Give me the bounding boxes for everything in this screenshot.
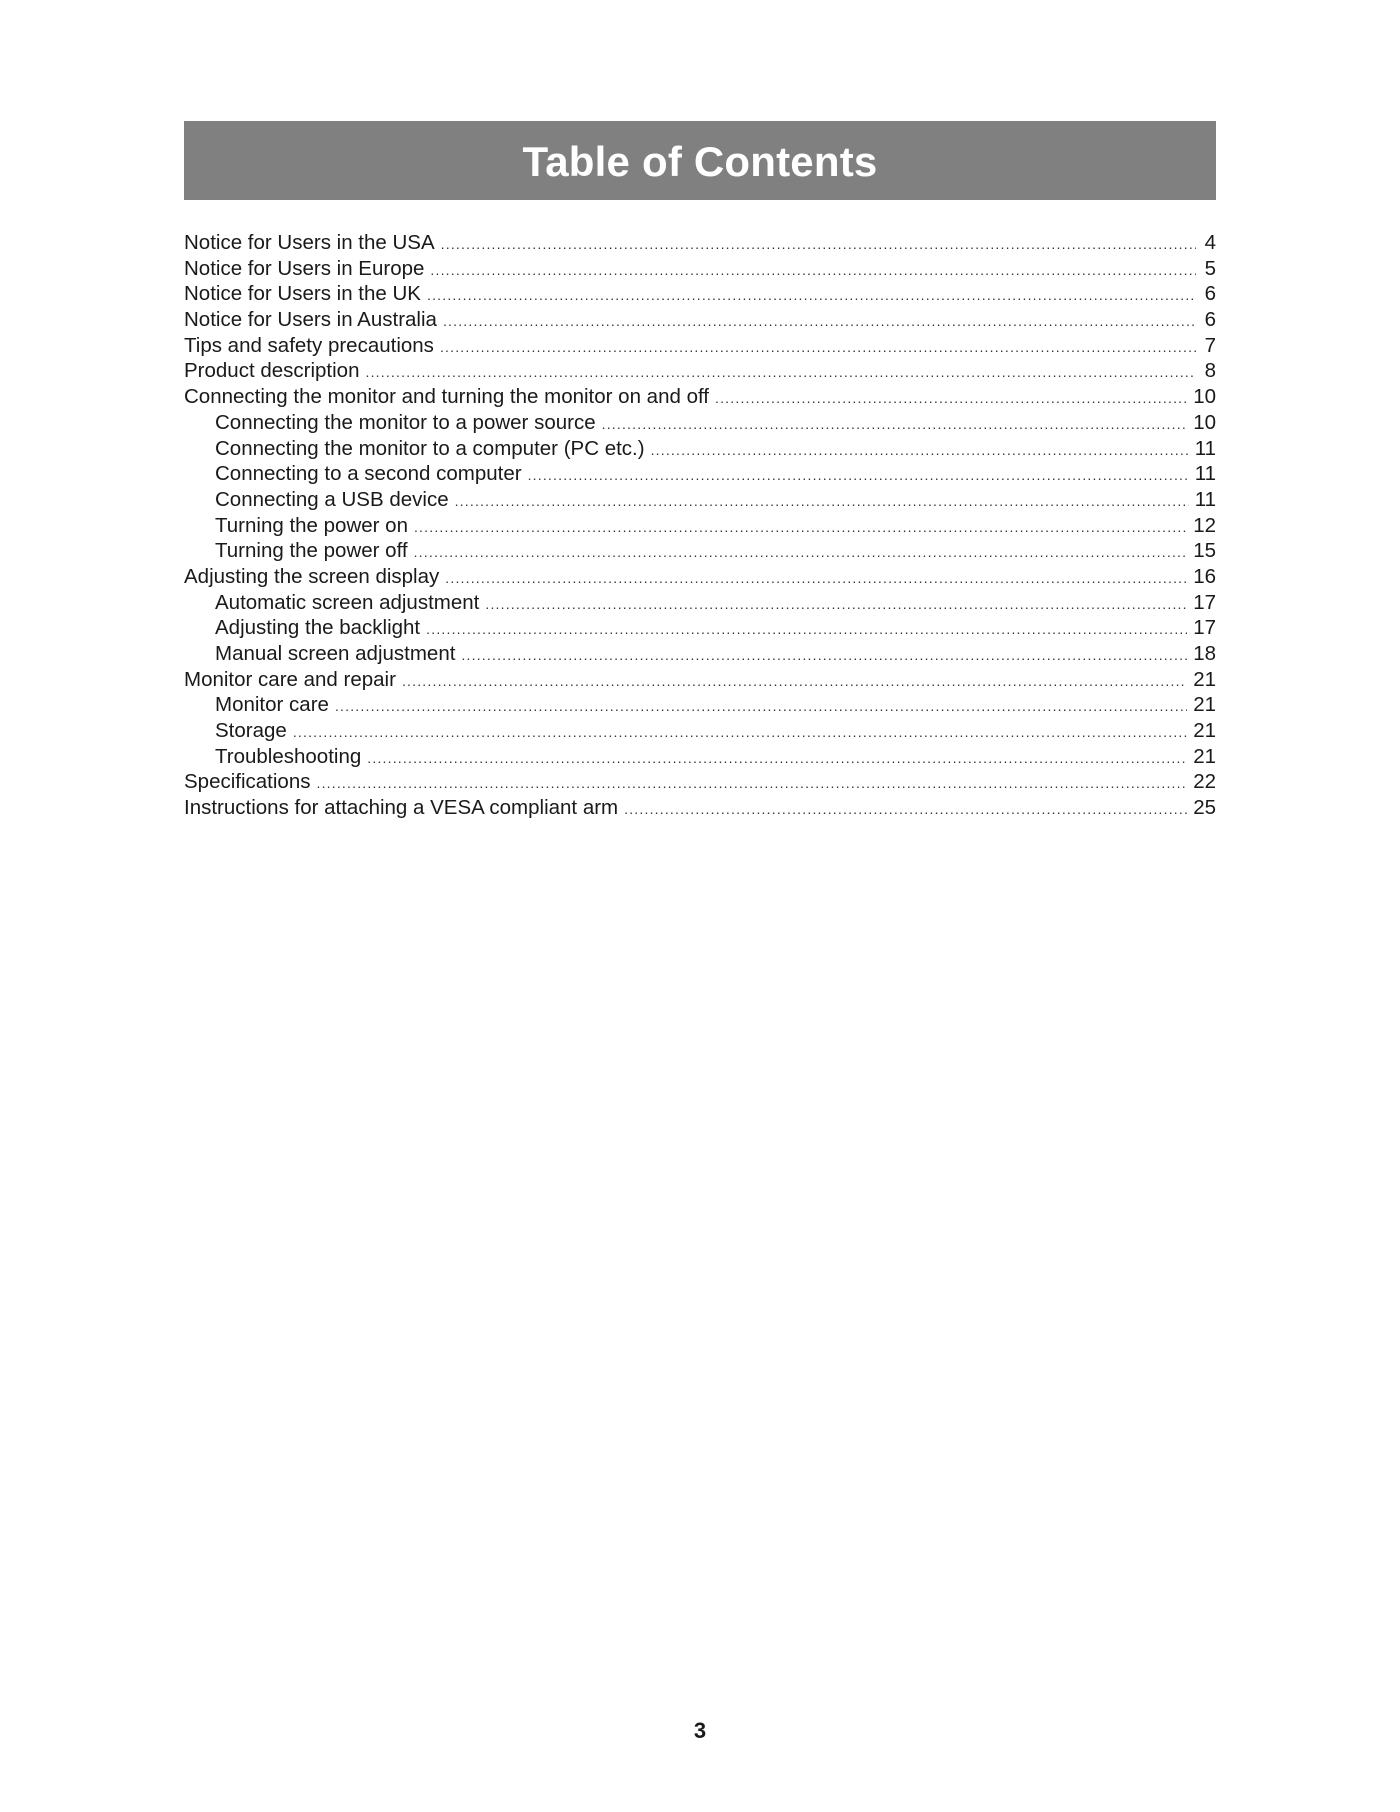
toc-entry[interactable] xyxy=(184,667,1216,693)
title-banner xyxy=(184,121,1216,200)
toc-entry-page: 22 xyxy=(1193,770,1216,794)
toc-dot-leader xyxy=(335,694,1187,718)
toc-entry-label: Notice for Users in the USA xyxy=(184,231,435,254)
toc-entry-label: Troubleshooting xyxy=(215,744,362,768)
toc-dot-leader xyxy=(455,489,1189,513)
toc-dot-leader xyxy=(443,309,1196,333)
toc-entry-label: Connecting the monitor to a computer (PC etc.) xyxy=(215,436,645,460)
toc-entry-page: 21 xyxy=(1193,693,1216,717)
toc-entry-page: 21 xyxy=(1193,744,1216,768)
toc-entry-page: 6 xyxy=(1204,282,1216,306)
toc-dot-leader xyxy=(293,720,1187,744)
toc-entry-page: 12 xyxy=(1193,513,1216,537)
toc-entry-label: Notice for Users in Australia xyxy=(184,308,437,332)
toc-entry[interactable] xyxy=(184,333,1216,359)
toc-dot-leader xyxy=(624,797,1187,821)
toc-entry[interactable] xyxy=(184,641,1216,667)
toc-entry-label: Notice for Users in the UK xyxy=(184,282,421,306)
toc-entry-page: 7 xyxy=(1204,333,1216,357)
toc-entry-label: Connecting the monitor and turning the monitor on and off xyxy=(184,385,709,409)
toc-dot-leader xyxy=(461,643,1187,667)
toc-entry-label: Manual screen adjustment xyxy=(215,642,456,665)
toc-entry-label: Monitor care and repair xyxy=(184,667,396,691)
toc-entry-page: 15 xyxy=(1193,539,1216,563)
toc-entry-label: Adjusting the backlight xyxy=(215,616,421,640)
toc-entry-label: Tips and safety precautions xyxy=(184,333,434,357)
toc-entry[interactable] xyxy=(184,744,1216,770)
toc-dot-leader xyxy=(441,232,1196,256)
toc-entry[interactable] xyxy=(184,590,1216,616)
toc-entry[interactable] xyxy=(184,461,1216,487)
toc-entry-label: Connecting the monitor to a power source xyxy=(215,410,596,434)
toc-dot-leader xyxy=(430,258,1196,282)
toc-entry-page: 16 xyxy=(1193,564,1216,588)
toc-entry-page: 18 xyxy=(1193,642,1216,665)
table-of-contents xyxy=(184,230,1216,821)
toc-entry-page: 5 xyxy=(1204,256,1216,280)
toc-entry-label: Instructions for attaching a VESA compliant arm xyxy=(184,796,619,820)
page-title: Table of Contents xyxy=(522,137,878,185)
toc-entry[interactable] xyxy=(184,538,1216,564)
toc-entry[interactable] xyxy=(184,615,1216,641)
toc-entry[interactable] xyxy=(184,718,1216,744)
toc-entry[interactable] xyxy=(184,410,1216,436)
toc-entry[interactable] xyxy=(184,358,1216,384)
toc-entry-label: Turning the power off xyxy=(215,539,408,563)
toc-dot-leader xyxy=(485,592,1187,616)
toc-entry-page: 21 xyxy=(1193,719,1216,743)
toc-entry-label: Adjusting the screen display xyxy=(184,564,440,588)
toc-entry[interactable] xyxy=(184,487,1216,513)
toc-entry-page: 11 xyxy=(1194,487,1216,511)
toc-entry-label: Product description xyxy=(184,359,360,383)
toc-entry[interactable] xyxy=(184,513,1216,539)
toc-entry-page: 11 xyxy=(1194,436,1216,460)
toc-entry[interactable] xyxy=(184,230,1216,256)
toc-entry[interactable] xyxy=(184,384,1216,410)
toc-entry[interactable] xyxy=(184,256,1216,282)
toc-entry[interactable] xyxy=(184,769,1216,795)
toc-dot-leader xyxy=(651,438,1189,462)
toc-dot-leader xyxy=(528,463,1189,487)
toc-entry[interactable] xyxy=(184,307,1216,333)
toc-entry-page: 10 xyxy=(1193,385,1216,409)
toc-entry-page: 8 xyxy=(1204,359,1216,383)
toc-dot-leader xyxy=(414,540,1188,564)
toc-entry-label: Notice for Users in Europe xyxy=(184,256,425,280)
toc-entry-page: 25 xyxy=(1193,796,1216,820)
toc-entry[interactable] xyxy=(184,436,1216,462)
toc-entry-page: 17 xyxy=(1193,616,1216,640)
toc-entry-page: 21 xyxy=(1193,667,1216,691)
toc-entry[interactable] xyxy=(184,692,1216,718)
toc-entry-label: Storage xyxy=(215,719,287,743)
page-number: 3 xyxy=(693,1718,707,1743)
toc-entry-page: 11 xyxy=(1194,462,1216,486)
toc-entry-label: Connecting to a second computer xyxy=(215,462,522,486)
toc-dot-leader xyxy=(602,412,1188,436)
toc-entry-page: 4 xyxy=(1204,231,1216,254)
toc-dot-leader xyxy=(440,335,1196,359)
toc-dot-leader xyxy=(365,360,1196,384)
toc-entry-page: 6 xyxy=(1204,308,1216,332)
toc-entry[interactable] xyxy=(184,795,1216,821)
toc-dot-leader xyxy=(445,566,1187,590)
toc-entry-page: 17 xyxy=(1193,590,1216,614)
toc-dot-leader xyxy=(427,283,1196,307)
toc-dot-leader xyxy=(414,515,1187,539)
toc-dot-leader xyxy=(715,386,1187,410)
toc-dot-leader xyxy=(426,617,1187,641)
toc-entry-page: 10 xyxy=(1193,410,1216,434)
toc-entry[interactable] xyxy=(184,564,1216,590)
toc-entry-label: Turning the power on xyxy=(215,513,408,537)
toc-dot-leader xyxy=(367,746,1187,770)
toc-entry-label: Automatic screen adjustment xyxy=(215,590,480,614)
toc-entry-label: Connecting a USB device xyxy=(215,487,449,511)
toc-entry-label: Specifications xyxy=(184,770,311,794)
toc-dot-leader xyxy=(316,771,1187,795)
toc-dot-leader xyxy=(402,669,1187,693)
toc-entry-label: Monitor care xyxy=(215,693,329,717)
toc-entry[interactable] xyxy=(184,281,1216,307)
